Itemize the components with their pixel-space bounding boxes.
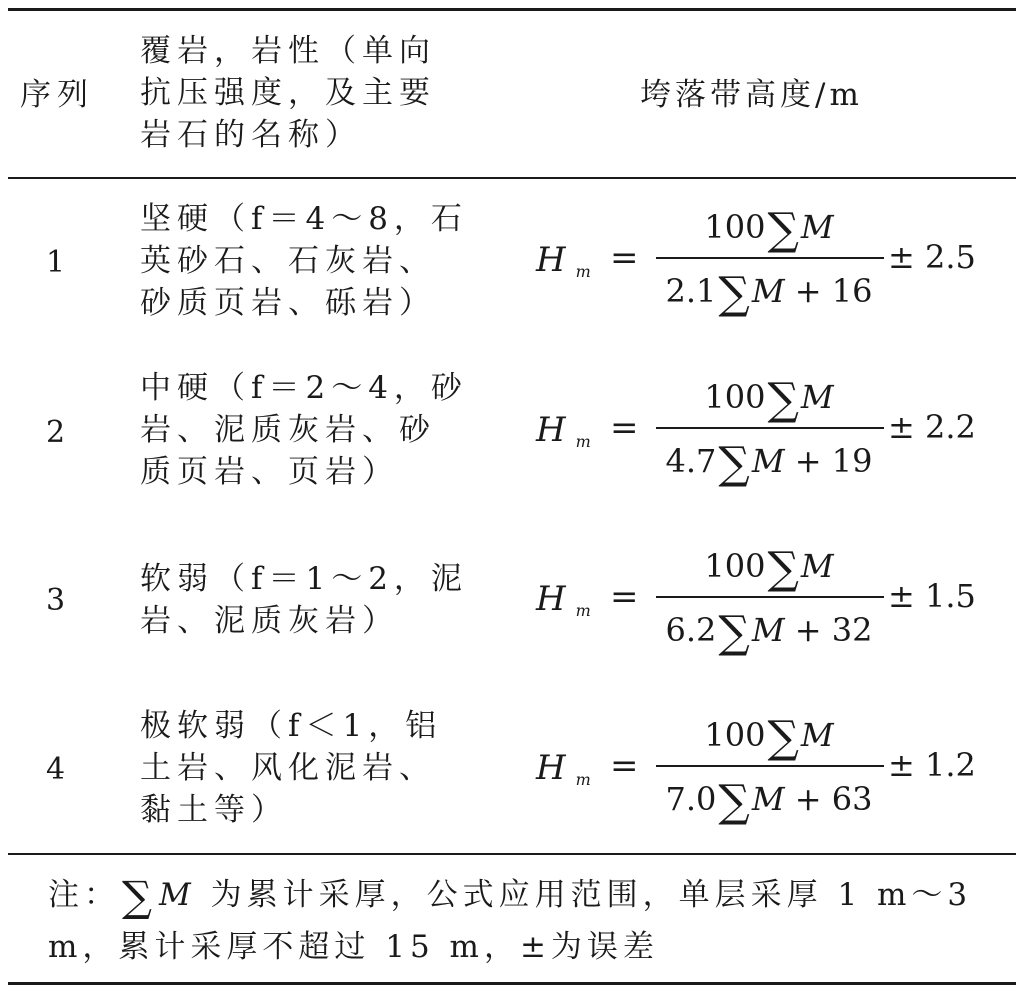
formula-equals: = <box>610 408 639 448</box>
row-rock-type: 坚硬（f＝4～8，石英砂石、石灰岩、砂质页岩、砾岩） <box>140 201 468 321</box>
formula-lhs: H $_m$ <box>536 240 591 281</box>
note-symbol: M <box>158 877 196 913</box>
row-index: 1 <box>46 245 66 280</box>
row-rock-type: 软弱（f＝1～2，泥岩、泥质灰岩） <box>140 561 468 639</box>
fraction-bar <box>656 765 884 767</box>
row-index: 4 <box>46 752 66 787</box>
header-bottom-rule <box>8 177 1016 179</box>
caving-height-formula <box>536 374 996 492</box>
caving-height-formula <box>536 712 996 830</box>
note-text: 为累计采厚，公式应用范围，单层采厚 1 m～3 m，累计采厚不超过 15 m，±为误差 <box>48 877 973 965</box>
table-bottom-rule <box>8 853 1016 855</box>
formula-error: ± 1.5 <box>888 577 976 615</box>
formula-equals: = <box>610 238 639 278</box>
formula-numerator: 100∑M <box>704 204 834 255</box>
sigma-icon: ∑ <box>767 374 799 425</box>
formula-denominator: 6.2∑M + 32 <box>665 607 873 658</box>
formula-error: ± 2.2 <box>888 408 976 446</box>
formula-denominator: 2.1∑M + 16 <box>665 268 873 319</box>
sigma-icon: ∑ <box>767 204 799 255</box>
row-index: 3 <box>46 583 66 618</box>
formula-numerator: 100∑M <box>704 712 834 763</box>
row-rock-type: 中硬（f＝2～4，砂岩、泥质灰岩、砂质页岩、页岩） <box>140 370 468 490</box>
sigma-icon: ∑ <box>767 543 799 594</box>
header-index: 序列 <box>20 77 94 113</box>
fraction-bar <box>656 596 884 598</box>
formula-error: ± 2.5 <box>888 238 976 276</box>
formula-denominator: 7.0∑M + 63 <box>665 776 873 827</box>
header-rock-type: 覆岩，岩性（单向抗压强度，及主要岩石的名称） <box>140 33 436 153</box>
sigma-icon: ∑ <box>718 776 750 827</box>
sigma-icon: ∑ <box>718 438 750 489</box>
formula-numerator: 100∑M <box>704 374 834 425</box>
formula-lhs: H $_m$ <box>536 748 591 789</box>
sigma-icon: ∑ <box>767 712 799 763</box>
fraction-bar <box>656 427 884 429</box>
formula-lhs: H $_m$ <box>536 579 591 620</box>
formula-numerator: 100∑M <box>704 543 834 594</box>
sigma-icon: ∑ <box>122 872 157 921</box>
fraction-bar <box>656 257 884 259</box>
caving-height-formula <box>536 204 996 322</box>
row-index: 2 <box>46 415 66 450</box>
formula-lhs: H $_m$ <box>536 410 591 451</box>
row-rock-type: 极软弱（f＜1，铝土岩、风化泥岩、黏土等） <box>140 708 443 828</box>
formula-denominator: 4.7∑M + 19 <box>665 438 873 489</box>
note-prefix: 注： <box>48 877 120 913</box>
formula-equals: = <box>610 746 639 786</box>
formula-equals: = <box>610 577 639 617</box>
sigma-icon: ∑ <box>718 268 750 319</box>
caving-height-formula <box>536 543 996 661</box>
table-note <box>48 870 988 972</box>
table-top-rule <box>8 8 1016 11</box>
header-caving-height: 垮落带高度/m <box>640 77 863 113</box>
formula-error: ± 1.2 <box>888 746 976 784</box>
note-bottom-rule <box>8 982 1016 985</box>
sigma-icon: ∑ <box>718 607 750 658</box>
